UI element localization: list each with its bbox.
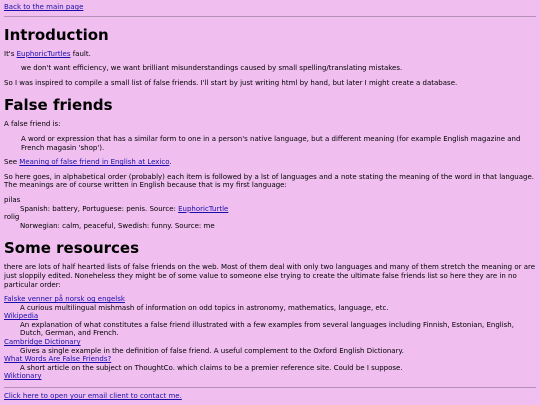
resource-description: An explanation of what constitutes a false friend illustrated with a few examples from several languages including Finnish, Estonian, English, Dutch, German, and French. (20, 320, 514, 338)
intro-p1-suffix: fault. (70, 49, 91, 58)
contact-email-link[interactable]: Click here to open your email client to contact me. (4, 392, 182, 401)
bottom-divider (4, 387, 536, 388)
definition-rolig: Norwegian: calm, peaceful, Swedish: funny. Source: me (20, 221, 215, 230)
resource-description: A curious multilingual mishmash of information on odd topics in astronomy, mathematics, language, etc. (20, 303, 389, 312)
resource-title (4, 355, 536, 364)
resource-description: A short article on the subject on ThoughtCo. which claims to be a premier reference site. Could be I suppose. (20, 363, 403, 372)
resources-list (4, 295, 536, 381)
some-resources-heading: Some resources (4, 239, 140, 258)
intro-p1-prefix: It's (4, 49, 17, 58)
false-friend-definition-quote: A word or expression that has a similar form to one in a person's native language, but a different meaning (for example English magazine and French magasin 'shop'). (21, 134, 521, 152)
resource-title (4, 295, 536, 304)
see-lexico-paragraph (4, 158, 536, 167)
definition-pilas-text: Spanish: battery, Portuguese: penis. Source: (20, 204, 179, 213)
term-pilas: pilas (4, 195, 21, 204)
resource-link-falske-venner[interactable]: Falske venner på norsk og engelsk (4, 295, 125, 304)
resource-title (4, 372, 536, 381)
lexico-link[interactable]: Meaning of false friend in English at Lexico (19, 158, 170, 167)
list-intro-paragraph: So here goes, in alphabetical order (probably) each item is followed by a lst of languages and a note stating the meaning of the word in that language. The meanings are of course written in English because that is my first language: (4, 172, 535, 190)
resource-description: Gives a single example in the definition of false friend. A useful complement to the Oxford English Dictionary. (20, 346, 404, 355)
definition-pilas (20, 205, 536, 214)
introduction-heading: Introduction (4, 25, 109, 44)
see-prefix: See (4, 158, 20, 167)
resource-title (4, 338, 536, 347)
resource-title (4, 312, 536, 321)
intro-paragraph-1 (4, 50, 536, 59)
term-rolig: rolig (4, 213, 20, 222)
false-friend-definition-intro: A false friend is: (4, 120, 61, 129)
top-divider (4, 16, 536, 17)
resources-intro-paragraph: there are lots of half hearted lists of false friends on the web. Most of them deal with only two languages and many of them stretch the meaning or are just sloppily edited. Noneheless they might be of some value to someone else trying to create the ultimate false friends list so here they are in no particular order: (4, 263, 536, 289)
intro-quote: we don't want efficiency, we want brilliant misunderstandings caused by small spelling/translating mistakes. (21, 64, 403, 73)
false-friends-heading: False friends (4, 96, 113, 115)
resource-link-thoughtco[interactable]: What Words Are False Friends? (4, 355, 112, 364)
false-friends-list (4, 196, 536, 230)
back-to-main-link[interactable]: Back to the main page (4, 3, 84, 11)
see-suffix: . (169, 158, 172, 167)
resource-link-wiktionary[interactable]: Wiktionary (4, 372, 42, 381)
resource-link-wikipedia[interactable]: Wikipedia (4, 312, 39, 321)
euphoricturtle-source-link[interactable]: EuphoricTurtle (178, 204, 229, 213)
resource-link-cambridge[interactable]: Cambridge Dictionary (4, 338, 81, 347)
intro-paragraph-2: So I was inspired to compile a small list of false friends. I'll start by just writing html by hand, but later I might create a database. (4, 78, 458, 87)
euphoricturtles-link[interactable]: EuphoricTurtles (16, 49, 71, 58)
